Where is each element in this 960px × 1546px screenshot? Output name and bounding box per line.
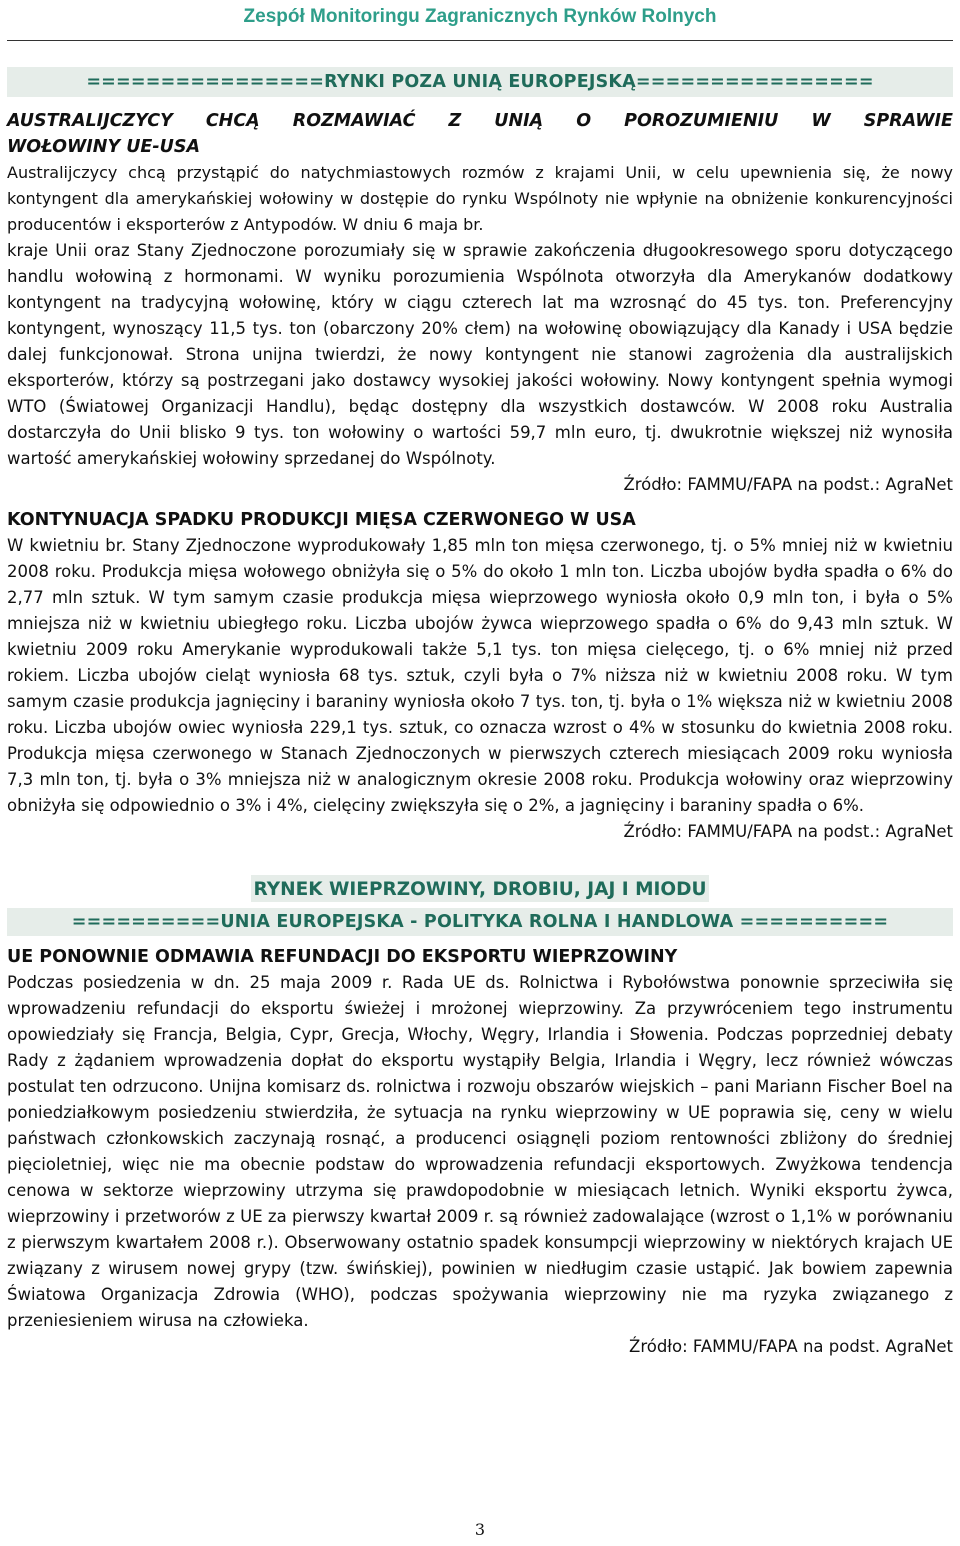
article-title (7, 108, 953, 160)
section-band-eu-policy: ==========UNIA EUROPEJSKA - POLITYKA ROLNA I HANDLOWA ========== (7, 908, 953, 936)
article-body: Podczas posiedzenia w dn. 25 maja 2009 r. Rada UE ds. Rolnictwa i Rybołówstwa ponownie sprzeciwiła się wprowadzeniu refundacji do eksportu świeżej i mrożonej wieprzowiny. Za przywróceniem tego instrumentu opowiedziały się Francja, Belgia, Cypr, Grecja, Włochy, Węgry, Irlandia i Słowenia. Podczas poprzedniej debaty Rady z żądaniem wprowadzenia dopłat do eksportu wystąpiły Belgia, Irlandia i Węgry, lecz również wówczas postulat ten odrzucono. Unijna komisarz ds. rolnictwa i rozwoju obszarów wiejskich – pani Mariann Fischer Boel na poniedziałkowym posiedzeniu stwierdziła, że sytuacja na rynku wieprzowiny w UE poprawia się, ceny w wielu państwach członkowskich zaczynają rosnąć, a producenci osiągnęli poziom rentowności zbliżony do średniej pięcioletniej, więc nie ma obecnie podstaw do wprowadzenia refundacji eksportowych. Zwyżkowa tendencja cenowa w sektorze wieprzowiny utrzyma się prawdopodobnie w miesiącach letnich. Wyniki eksportu żywca, wieprzowiny i przetworów z UE za pierwszy kwartał 2009 r. są również zadowalające (wzrost o 1,1% w porównaniu z pierwszym kwartałem 2008 r.). Obserwowany ostatnio spadek konsumpcji wieprzowiny w niektórych krajach UE związany z wirusem nowej grypy (tzw. świńskiej), powinien w niedługim czasie ustąpić. Jak bowiem zapewnia Światowa Organizacja Zdrowia (WHO), podczas spożywania wieprzowiny nie ma ryzyka związanego z przeniesieniem wirusa na człowieka. (7, 973, 953, 1330)
source-note: Źródło: FAMMU/FAPA na podst.: AgraNet (623, 475, 953, 494)
article-body-part2: kraje Unii oraz Stany Zjednoczone porozumiały się w sprawie zakończenia długookresowego sporu dotyczącego handlu wołowiną z hormonami. W wyniku porozumienia Wspólnota otworzyła dla Amerykanów dodatkowy kontyngent na tradycyjną wołowinę, który w ciągu czterech lat ma wzrosnąć do 45 tys. ton. Preferencyjny kontyngent, wynoszący 11,5 tys. ton (obarczony 20% cłem) na wołowinę obowiązujący dla Kanady i USA będzie dalej funkcjonował. Strona unijna twierdzi, że nowy kontyngent nie stanowi zagrożenia dla australijskich eksporterów, którzy są postrzegani jako dostawcy wysokiej jakości wołowiny. Nowy kontyngent spełnia wymogi WTO (Światowej Organizacji Handlu), będąc dostępny dla wszystkich dostawców. W 2008 roku Australia dostarczyła do Unii blisko 9 tys. ton wołowiny o wartości 59,7 mln euro, tj. dwukrotnie większej niż wynosiła wartość amerykańskiej wołowiny sprzedanej do Wspólnoty. (7, 241, 953, 468)
article-usa-red-meat (7, 507, 953, 845)
article-body: W kwietniu br. Stany Zjednoczone wyprodukowały 1,85 mln ton mięsa czerwonego, tj. o 5% mniej niż w kwietniu 2008 roku. Produkcja mięsa wołowego obniżyła się o 5% do około 1 mln ton. Liczba ubojów bydła spadła o 6% do 2,77 mln sztuk. W tym samym czasie produkcja mięsa wieprzowego wyniosła około 0,9 mln ton, i była o 5% mniejsza niż w kwietniu ubiegłego roku. Liczba ubojów żywca wieprzowego spadła o 6% do 9,43 mln sztuk. W kwietniu 2009 roku Amerykanie wyprodukowali także 5,1 tys. ton mięsa cielęcego, tj. o 6% mniej niż przed rokiem. Liczba ubojów cieląt wyniosła 68 tys. sztuk, czyli była o 7% niższa niż w kwietniu 2008 roku. W tym samym czasie produkcja jagnięciny i baraniny wyniosła około 7 tys. ton, tj. była o 1% większa niż w kwietniu 2008 roku. Liczba ubojów owiec wyniosła 229,1 tys. sztuk, co oznacza wzrost o 4% w stosunku do kwietnia 2008 roku. Produkcja mięsa czerwonego w Stanach Zjednoczonych w pierwszych czterech miesiącach 2009 roku wyniosła 7,3 mln ton, tj. była o 3% mniejsza niż w analogicznym okresie 2008 roku. Produkcja wołowiny oraz wieprzowiny obniżyła się odpowiednio o 3% i 4%, cielęciny zwiększyła się o 2%, a jagnięciny i baraniny spadła o 6%. (7, 536, 953, 815)
section-band-non-eu-markets: ================RYNKI POZA UNIĄ EUROPEJSKĄ================ (7, 67, 953, 97)
article-australia-beef (7, 108, 953, 498)
article-title: KONTYNUACJA SPADKU PRODUKCJI MIĘSA CZERWONEGO W USA (7, 510, 636, 530)
section-heading-text: RYNEK WIEPRZOWINY, DROBIU, JAJ I MIODU (251, 875, 708, 902)
article-title: UE PONOWNIE ODMAWIA REFUNDACJI DO EKSPORTU WIEPRZOWINY (7, 947, 678, 967)
source-note: Źródło: FAMMU/FAPA na podst.: AgraNet (623, 822, 953, 841)
page-number: 3 (474, 1520, 486, 1539)
source-note: Źródło: FAMMU/FAPA na podst. AgraNet (629, 1337, 953, 1356)
section-heading-pork-poultry (7, 879, 953, 900)
header-rule (7, 40, 953, 41)
article-title-line1: AUSTRALIJCZYCY CHCĄ ROZMAWIAĆ Z UNIĄ O POROZUMIENIU W SPRAWIE (7, 111, 953, 131)
running-header: Zespół Monitoringu Zagranicznych Rynków Rolnych (243, 6, 717, 27)
article-eu-pork-refunds (7, 944, 953, 1360)
article-body-part1: Australijczycy chcą przystąpić do natychmiastowych rozmów z krajami Unii, w celu upewnienia się, że nowy kontyngent dla amerykańskiej wołowiny w dostępie do rynku Wspólnoty nie wpłynie na obniżenie konkurencyjności producentów i eksporterów z Antypodów. W dniu 6 maja br. (7, 163, 953, 234)
article-title-line2: WOŁOWINY UE-USA (7, 137, 200, 157)
document-page (7, 0, 953, 1360)
